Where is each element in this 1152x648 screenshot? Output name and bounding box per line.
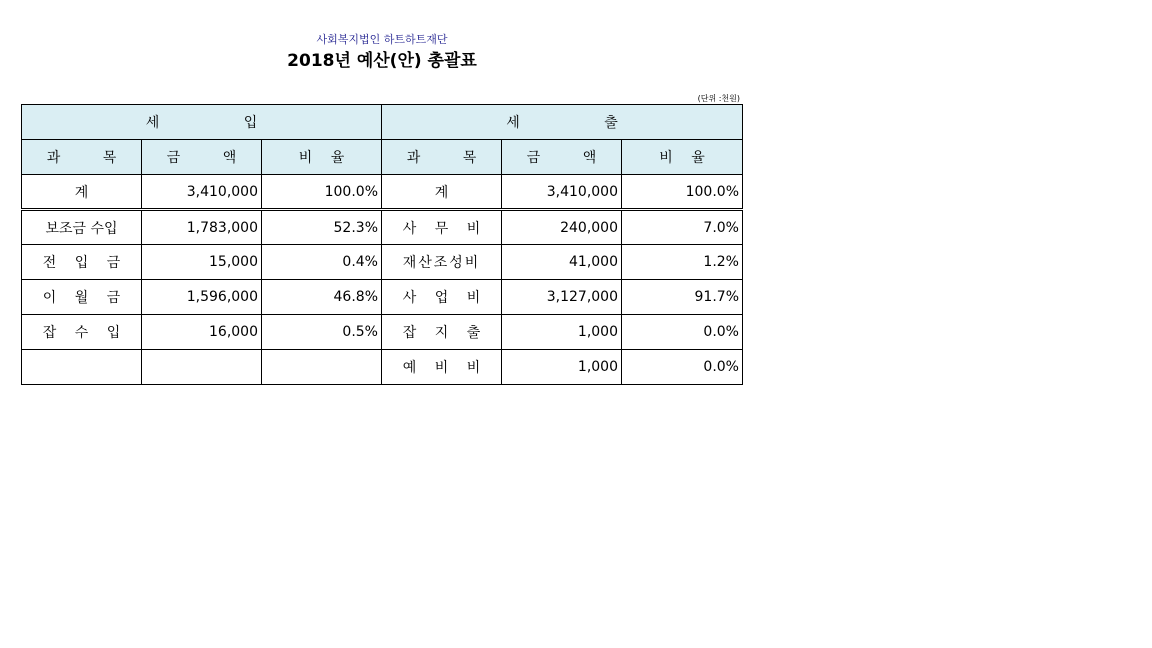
income-amount-header: 금 액 [142,140,262,175]
table-row [22,280,743,315]
expense-item-label: 재산조성비 [382,245,502,280]
total-row [22,175,743,210]
expense-ratio-header: 비 율 [622,140,743,175]
expense-item-label: 예 비 비 [382,350,502,385]
expense-item-ratio: 7.0% [622,210,743,245]
expense-item-ratio: 0.0% [622,315,743,350]
income-section-header: 세 입 [22,105,382,140]
expense-item-amount: 3,127,000 [502,280,622,315]
expense-item-label: 사 무 비 [382,210,502,245]
income-item-amount: 15,000 [142,245,262,280]
expense-item-amount: 41,000 [502,245,622,280]
column-header-row [22,140,743,175]
expense-amount-header: 금 액 [502,140,622,175]
expense-total-ratio: 100.0% [622,175,743,210]
expense-item-amount: 1,000 [502,350,622,385]
income-total-amount: 3,410,000 [142,175,262,210]
expense-item-label: 사 업 비 [382,280,502,315]
income-total-ratio: 100.0% [262,175,382,210]
table-row [22,210,743,245]
table-row [22,315,743,350]
expense-total-label: 계 [382,175,502,210]
income-item-ratio: 52.3% [262,210,382,245]
income-item-label: 이 월 금 [22,280,142,315]
income-item-ratio: 46.8% [262,280,382,315]
income-item-ratio: 0.5% [262,315,382,350]
income-item-label [22,350,142,385]
expense-section-header: 세 출 [382,105,743,140]
table-row [22,245,743,280]
expense-item-label: 잡 지 출 [382,315,502,350]
expense-item-amount: 1,000 [502,315,622,350]
income-item-label: 보조금 수입 [22,210,142,245]
income-subject-header: 과 목 [22,140,142,175]
document-title: 2018년 예산(안) 총괄표 [287,51,477,71]
income-ratio-header: 비 율 [262,140,382,175]
income-item-label: 전 입 금 [22,245,142,280]
expense-item-ratio: 91.7% [622,280,743,315]
income-total-label: 계 [22,175,142,210]
expense-item-amount: 240,000 [502,210,622,245]
expense-item-ratio: 0.0% [622,350,743,385]
expense-total-amount: 3,410,000 [502,175,622,210]
budget-summary-table [21,104,743,385]
unit-note: (단위 :천원) [697,94,740,103]
income-item-amount: 1,596,000 [142,280,262,315]
income-item-amount: 1,783,000 [142,210,262,245]
income-item-ratio [262,350,382,385]
table-row [22,350,743,385]
section-header-row [22,105,743,140]
income-item-ratio: 0.4% [262,245,382,280]
income-item-label: 잡 수 입 [22,315,142,350]
income-item-amount [142,350,262,385]
organization-name: 사회복지법인 하트하트재단 [316,33,448,46]
expense-subject-header: 과 목 [382,140,502,175]
expense-item-ratio: 1.2% [622,245,743,280]
income-item-amount: 16,000 [142,315,262,350]
